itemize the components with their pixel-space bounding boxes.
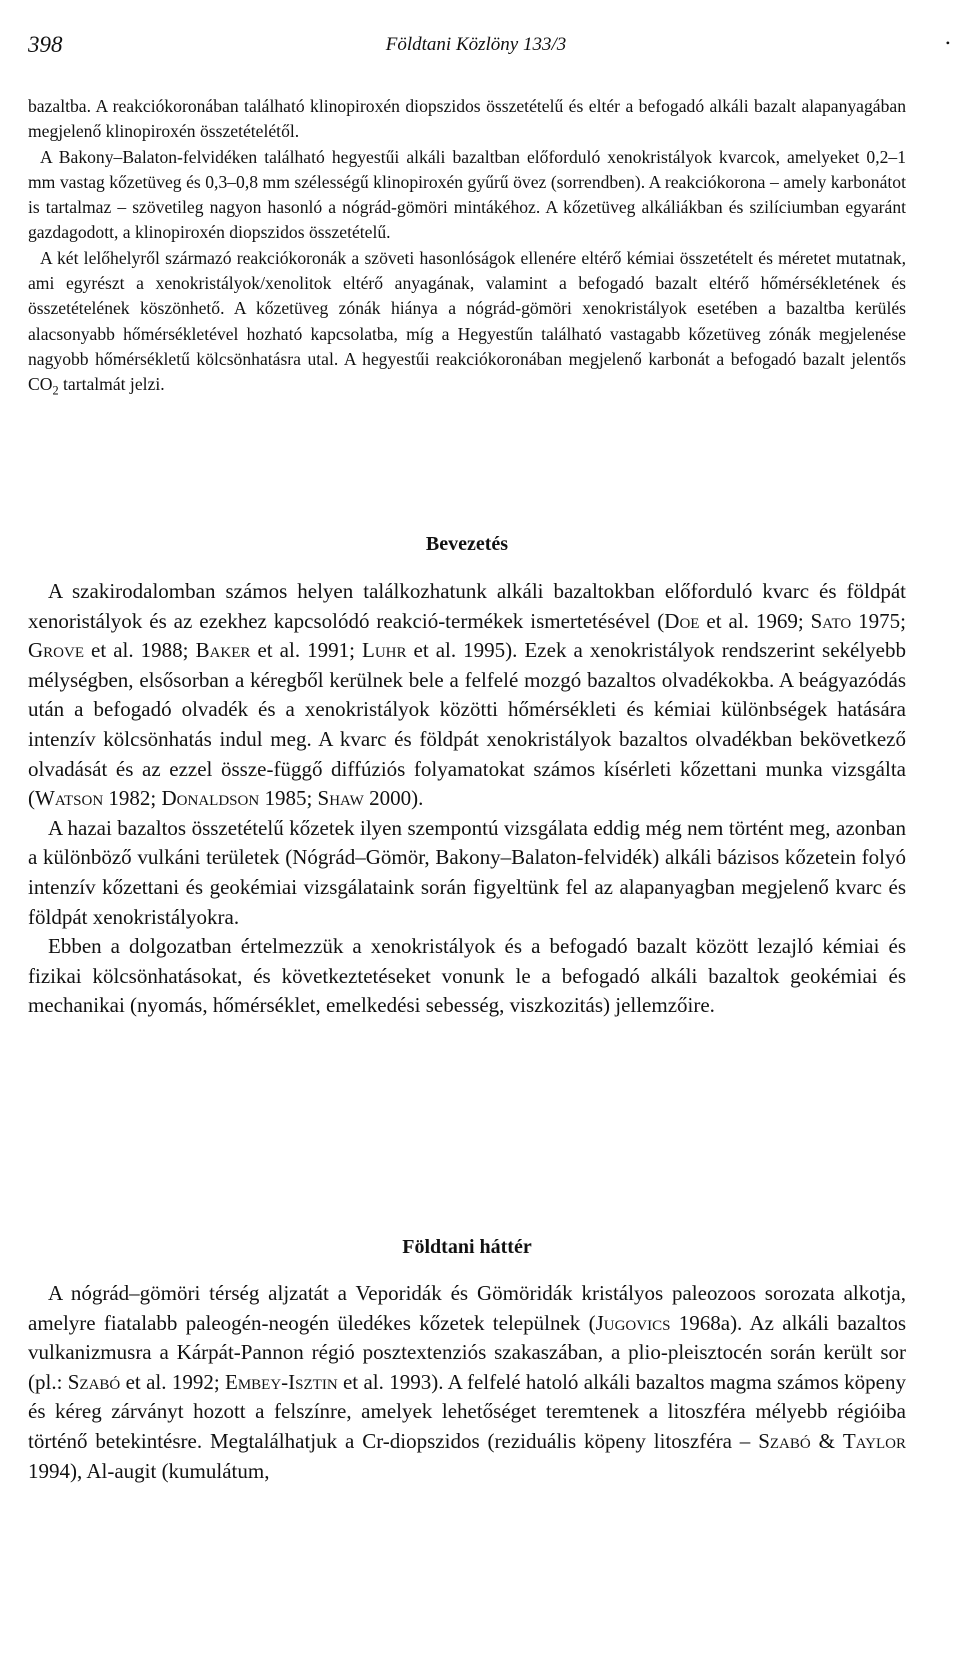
corner-mark: • (945, 36, 950, 50)
text-run: A nógrád–gömöri térség aljzatát a Veporidák és Gömöridák kristályos paleozoos sorozata alkotja, amelyre fiatalabb paleogén-neogén üledékes kőzetek települnek ( (28, 1281, 906, 1335)
text-run: et al. 1988; (84, 638, 196, 663)
text-run: A két lelőhelyről származó reakciókoronák a szöveti hasonlóságok ellenére eltérő kémiai összetételt és méretet mutatnak, ami egyrészt a xenokristályok/xenolitok eltérő anyagának, valamint a befogadó bazalt eltérő hőmérsékletének és összetételének köszönhető. A kőzetüveg zónák hiánya a nógrád-gömöri xenokristályok esetében a bazaltba kerülés alacsonyabb hőmérsékletével hozható kapcsolatba, míg a Hegyestűn található vastagabb kőzetüveg zónák megjelenése nagyobb hőmérsékletű kölcsönhatásra utal. A hegyestűi reakciókoronában megjelenő karbonát a befogadó bazalt jelentős CO (28, 247, 906, 395)
citation-author: Taylor (842, 1428, 906, 1453)
citation-author: Sato (810, 608, 852, 633)
text-run: 1968a). Az alkáli bazaltos vulkanizmusra a Kárpát-Pannon régió posztextenziós szakaszában, a plio-pleisztocén során került sor (pl.: (28, 1310, 906, 1394)
text-run: 2000). (363, 786, 424, 811)
journal-title: Földtani Közlöny 133/3 (385, 34, 567, 55)
text-run: et al. 1991; (250, 638, 362, 663)
citation-author: Embey-Isztin (225, 1369, 338, 1394)
section-heading-geology: Földtani háttér (402, 1236, 532, 1258)
citation-author: Watson (35, 786, 104, 811)
section-heading-introduction: Bevezetés (425, 533, 509, 555)
text-run: 1975; (851, 608, 906, 633)
citation-author: Doe (664, 608, 700, 633)
introduction-body (28, 577, 906, 1021)
text-run: 1985; (259, 786, 318, 811)
body-paragraph (28, 577, 906, 814)
text-run: et al. 1993). A felfelé hatoló alkáli bazaltos magma számos köpeny és kéreg zárványt hozott a felszínre, amelyek lehetőséget teremtenek a litoszféra mélyebb régióiba történő betekintésre. Megtalálhatjuk a Cr-diopszidos (reziduális köpeny litoszféra – (28, 1369, 906, 1453)
body-paragraph: A hazai bazaltos összetételű kőzetek ilyen szempontú vizsgálata eddig még nem történt meg, azonban a különböző vulkáni területek (Nógrád–Gömör, Bakony–Balaton-felvidék) alkáli bázisos kőzetein folyó intenzív kőzettani és geokémiai vizsgálataink során figyeltünk fel az alapanyagban megjelenő kvarc és földpát xenokristályokra. (28, 815, 906, 929)
text-run: 1994), Al-augit (kumulátum, (28, 1458, 270, 1483)
text-run: et al. 1995). Ezek a xenokristályok rendszerint sekélyebb mélységben, elsősorban a kéregből kerülnek bele a felfelé mozgó bazaltos olvadékokba. A beágyazódás után a befogadó olvadék és a xenokristályok közötti hőmérsékleti és kémiai különbségek hatására intenzív kölcsönhatás indul meg. A kvarc és földpát xenokristályok bazaltos olvadékban bekövetkező olvadását és az ezzel össze-függő diffúziós folyamatokat számos kísérleti kőzettani munka vizsgálta ( (28, 638, 906, 811)
body-paragraph (28, 1279, 906, 1486)
citation-author: Jugovics (595, 1310, 671, 1335)
text-run: tartalmát jelzi. (58, 374, 165, 395)
abstract-section (28, 94, 906, 398)
citation-author: Donaldson (161, 786, 260, 811)
citation-author: Szabó (67, 1369, 121, 1394)
abstract-paragraph: A Bakony–Balaton-felvidéken található hegyestűi alkáli bazaltban előforduló xenokristályok kvarcok, amelyeket 0,2–1 mm vastag kőzetüveg és 0,3–0,8 mm szélességű klinopiroxén gyűrű övez (sorrendben). A reakciókorona – amely karbonátot is tartalmaz – szövetileg nagyon hasonló a nógrád-gömöri mintákéhoz. A kőzetüveg alkáliákban és szilíciumban egyaránt gazdagodott, a klinopiroxén diopszidos összetételű. (28, 146, 906, 243)
abstract-paragraph: bazaltba. A reakciókoronában található klinopiroxén diopszidos összetételű és eltér a befogadó alkáli bazalt alapanyagában megjelenő klinopiroxén összetételétől. (28, 96, 906, 142)
citation-author: Grove (28, 638, 84, 663)
subscript: 2 (52, 383, 59, 398)
body-paragraph: Ebben a dolgozatban értelmezzük a xenokristályok és a befogadó bazalt között lezajló kémiai és fizikai kölcsönhatásokat, és következtetéseket vonunk le a befogadó alkáli bazaltok geokémiai és mechanikai (nyomás, hőmérséklet, emelkedési sebesség, viszkozitás) jellemzőire. (28, 934, 906, 1018)
text-run: et al. 1969; (699, 608, 811, 633)
text-run: A szakirodalomban számos helyen találkozhatunk alkáli bazaltokban előforduló kvarc és földpát xenoristályok és az ezekhez kapcsolódó reakció-termékek ismertetésével ( (28, 579, 906, 633)
citation-author: Shaw (317, 786, 364, 811)
geology-body (28, 1279, 906, 1486)
page-header (28, 26, 950, 66)
page-number: 398 (28, 32, 63, 57)
citation-author: Luhr (362, 638, 407, 663)
abstract-paragraph (28, 246, 906, 398)
citation-author: Szabó (758, 1428, 811, 1453)
text-run: & (810, 1428, 843, 1453)
citation-author: Baker (195, 638, 251, 663)
text-run: 1982; (103, 786, 162, 811)
text-run: et al. 1992; (120, 1369, 225, 1394)
